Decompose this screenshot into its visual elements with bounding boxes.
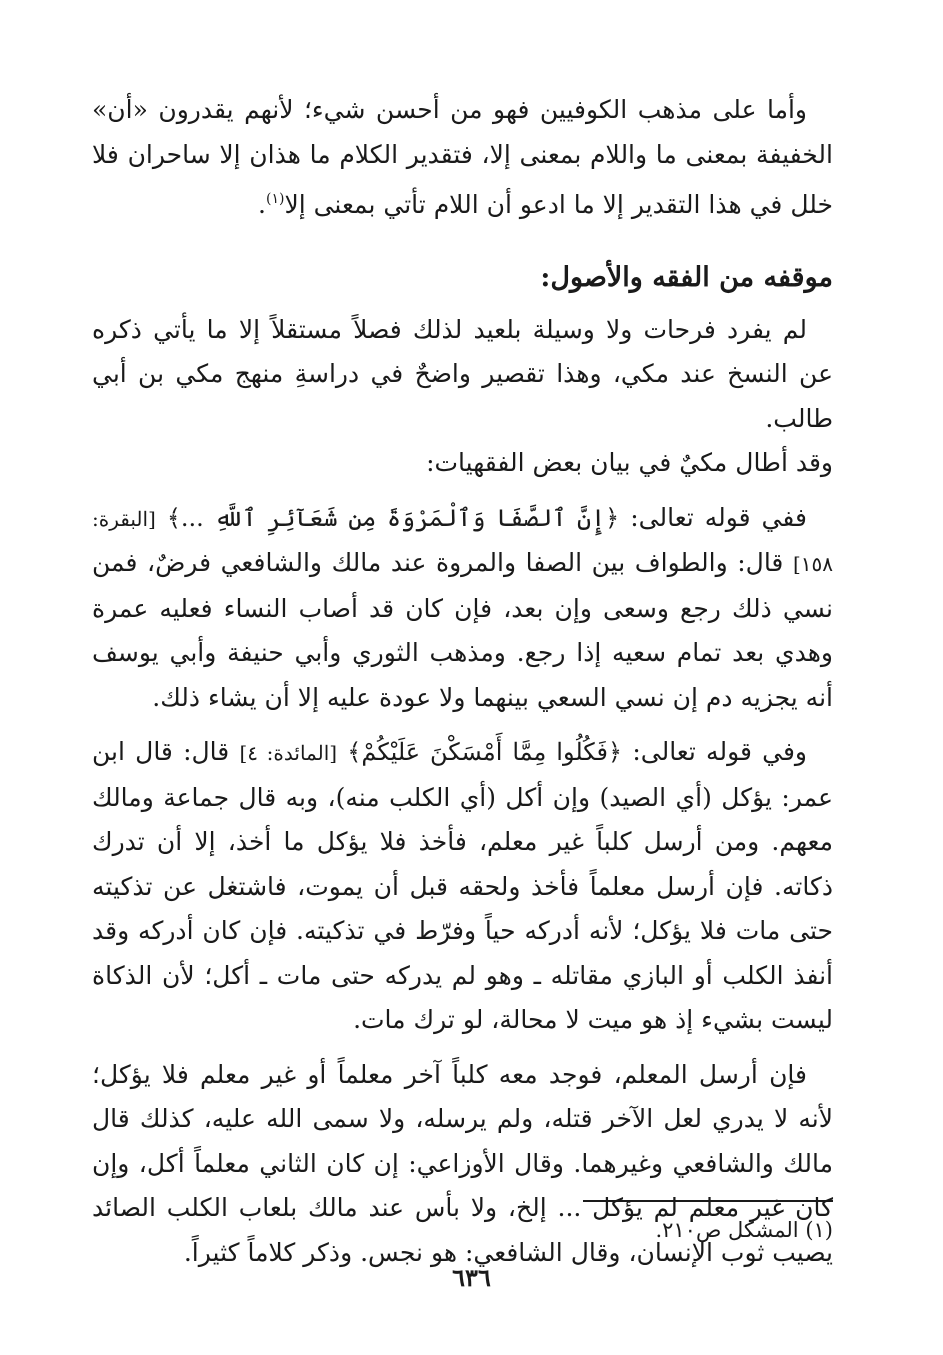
- footnote-marker[interactable]: (١): [265, 191, 285, 207]
- verse-reference: [المائدة: ٤]: [239, 741, 338, 765]
- paragraph-text: قال: والطواف بين الصفا والمروة عند مالك والشافعي فرضٌ، فمن نسي ذلك رجع وسعى وإن بعد، فإن كان قد أصاب النساء فعليه عمرة وهدي بعد تمام سعيه إذا رجع. ومذهب الثوري وأبي حنيفة وأبي يوسف أنه يجزيه دم إن نسي السعي بينهما ولا عودة عليه إلا أن يشاء ذلك.: [92, 548, 833, 712]
- paragraph-trained-dog: فإن أرسل المعلم، فوجد معه كلباً آخر معلماً أو غير معلم فلا يؤكل؛ لأنه لا يدري لعل الآخر قتله، ولم يرسله، ولا سمى الله عليه، كذلك قال مالك والشافعي وغيرهما. وقال الأوزاعي: إن كان الثاني معلماً أكل، وإن كان غير معلم لم يؤكل ... إلخ، ولا بأس عند مالك بلعاب الكلب الصائد يصيب ثوب الإنسان، وقال الشافعي: هو نجس. وذكر كلاماً كثيراً.: [92, 1059, 833, 1267]
- paragraph-kufi-grammar: [92, 88, 833, 228]
- paragraph-hunting-dog: [92, 730, 833, 1043]
- footnote-separator: [583, 1200, 833, 1202]
- section-heading: موقفه من الفقه والأصول:: [540, 261, 833, 293]
- paragraph-text: قال: قال ابن عمر: يؤكل (أي الصيد) وإن أكل (أي الكلب منه)، وبه قال جماعة ومالك معهم. ومن أرسل كلباً غير معلم، فأخذ فلا يؤكل ما أخذ، إلا أن تدرك ذكاته. فإن أرسل معلماً فأخذ ولحقه قبل أن يموت، فاشتغل عن تذكيته حتى مات فلا يؤكل؛ لأنه أدركه حياً وفرّط في تذكيته. فإن كان أدركه وقد أنفذ الكلب أو البازي مقاتله ـ وهو لم يدركه حتى مات ـ أكل؛ لأن الذكاة ليست بشيء إذ هو ميت لا محالة، لو ترك مات.: [92, 737, 833, 1034]
- paragraph-text: وأما على مذهب الكوفيين فهو من أحسن شيء؛ لأنهم يقدرون «أن» الخفيفة بمعنى ما واللام بمعنى إلا، فتقدير الكلام ما هذان إلا ساحران فلا خلل في هذا التقدير إلا ما ادعو أن اللام تأتي بمعنى إلا: [92, 95, 833, 219]
- paragraph-intro-continued: وقد أطال مكيٌ في بيان بعض الفقهيات:: [426, 448, 833, 477]
- page-number: ٦٣٦: [452, 1263, 491, 1292]
- quran-verse: ﴿إِنَّ ٱلصَّفَا وَٱلْمَرْوَةَ مِن شَعَآئِرِ ٱللَّهِ ...﴾: [166, 503, 620, 532]
- paragraph-safa-marwa: [92, 496, 833, 721]
- footnote: (١) المشكل ص٢١٠.: [655, 1218, 833, 1242]
- paragraph-intro: لم يفرد فرحات ولا وسيلة بلعيد لذلك فصلاً مستقلاً إلا ما يأتي ذكره عن النسخ عند مكي، وهذا تقصير واضحٌ في دراسةِ منهج مكي بن أبي طالب.: [92, 314, 833, 433]
- period: .: [258, 190, 266, 219]
- quran-verse: ﴿فَكُلُوا مِمَّا أَمْسَكْنَ عَلَيْكُمْ﴾: [347, 738, 623, 766]
- verse-reference: [البقرة: ١٥٨]: [92, 506, 833, 576]
- quote-intro: وفي قوله تعالى:: [632, 737, 808, 766]
- quote-intro: ففي قوله تعالى:: [630, 502, 807, 532]
